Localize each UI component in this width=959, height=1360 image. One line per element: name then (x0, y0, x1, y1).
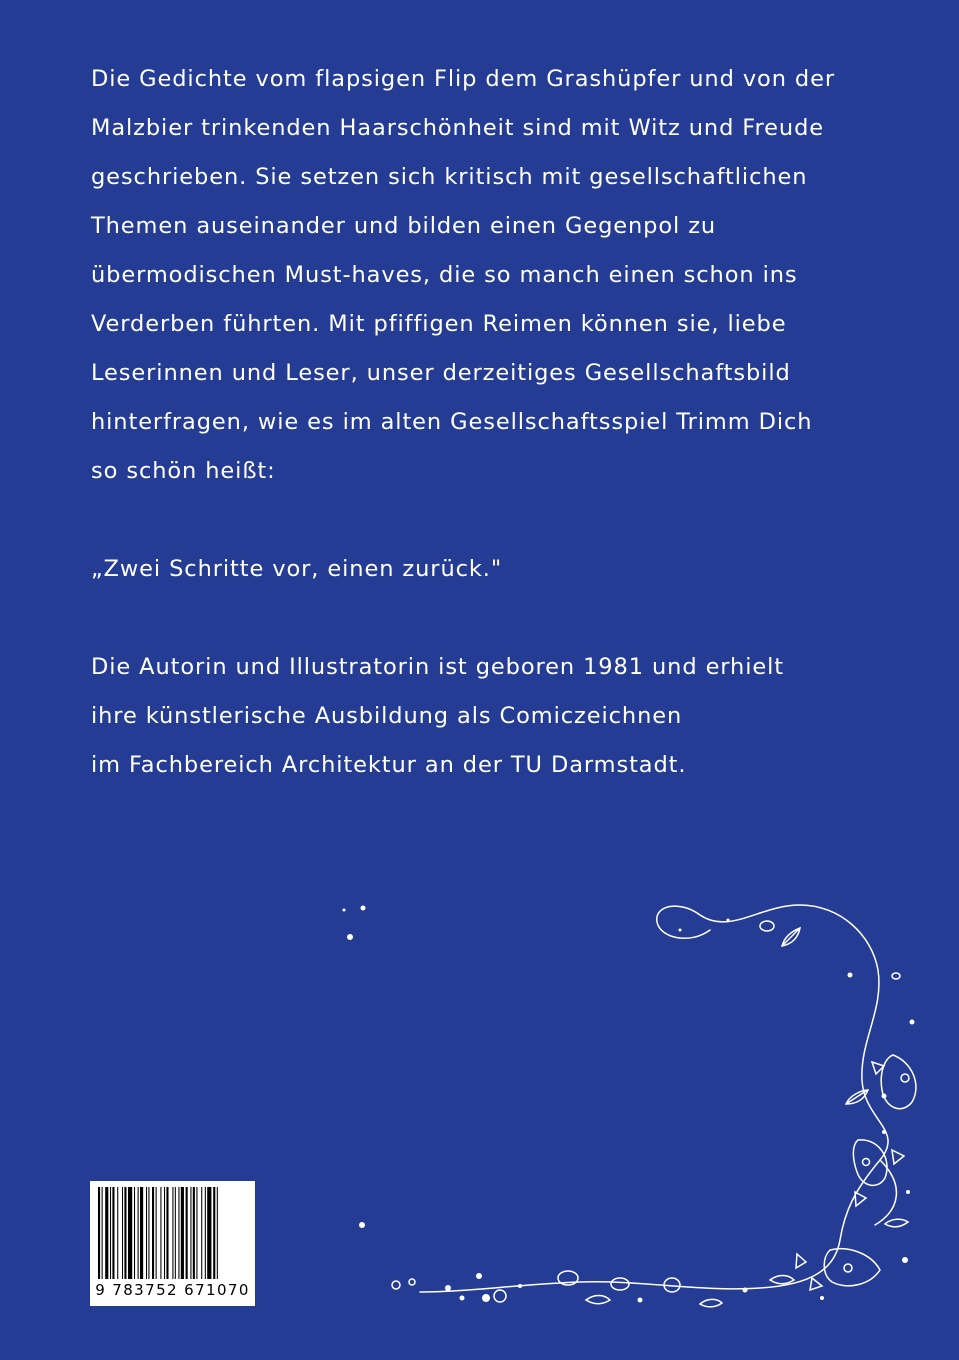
barcode-bar (98, 1187, 100, 1279)
blurb-line: hinterfragen, wie es im alten Gesellschaftsspiel Trimm Dich (91, 409, 813, 435)
barcode-bar (190, 1187, 191, 1279)
barcode-bar (164, 1187, 165, 1279)
barcode-bar (160, 1187, 161, 1279)
barcode-bar (122, 1187, 123, 1279)
barcode-bar (138, 1187, 139, 1279)
blurb-line: geschrieben. Sie setzen sich kritisch mit gesellschaftlichen (91, 164, 808, 190)
barcode-bar (117, 1187, 118, 1279)
blurb-line: Verderben führten. Mit pfiffigen Reimen können sie, liebe (91, 311, 787, 337)
barcode-bar (128, 1187, 132, 1279)
barcode-bar (178, 1187, 179, 1279)
blurb-line: so schön heißt: (91, 458, 276, 484)
barcode-bar (166, 1187, 168, 1279)
isbn-barcode (90, 1181, 255, 1306)
barcode-bar (152, 1187, 154, 1279)
barcode-bar (110, 1187, 111, 1279)
barcode-bar (172, 1187, 173, 1279)
barcode-bar (112, 1187, 114, 1279)
bio-line: Die Autorin und Illustratorin ist geboren 1981 und erhielt (91, 654, 784, 680)
barcode-bar (134, 1187, 135, 1279)
barcode-bar (201, 1187, 202, 1279)
barcode-bar (207, 1187, 211, 1279)
barcode-bar (181, 1187, 184, 1279)
isbn-number: 9 783752 671070 (95, 1281, 250, 1299)
bio-line: im Fachbereich Architektur an der TU Darmstadt. (91, 752, 687, 778)
barcode-bar (213, 1187, 215, 1279)
blurb-line: Malzbier trinkenden Haarschönheit sind mit Witz und Freude (91, 115, 824, 141)
barcode-bar (156, 1187, 157, 1279)
barcode-bar (105, 1187, 108, 1279)
barcode-bar (186, 1187, 188, 1279)
blurb-line: übermodischen Must-haves, die so manch einen schon ins (91, 262, 798, 288)
barcode-bars (90, 1181, 255, 1281)
barcode-bar (146, 1187, 147, 1279)
blurb-line: Themen auseinander und bilden einen Gegenpol zu (91, 213, 717, 239)
barcode-bar (205, 1187, 206, 1279)
bio-line: ihre künstlerische Ausbildung als Comiczeichnen (91, 703, 683, 729)
barcode-bar (124, 1187, 126, 1279)
quote-line: „Zwei Schritte vor, einen zurück." (91, 556, 503, 582)
barcode-bar (148, 1187, 149, 1279)
barcode-bar (175, 1187, 176, 1279)
blurb-line: Die Gedichte vom flapsigen Flip dem Grashüpfer und von der (91, 66, 835, 92)
barcode-bar (217, 1187, 218, 1279)
blurb-line: Leserinnen und Leser, unser derzeitiges Gesellschaftsbild (91, 360, 791, 386)
barcode-bar (102, 1187, 103, 1279)
barcode-bar (193, 1187, 195, 1279)
barcode-bar (196, 1187, 197, 1279)
barcode-bar (140, 1187, 143, 1279)
